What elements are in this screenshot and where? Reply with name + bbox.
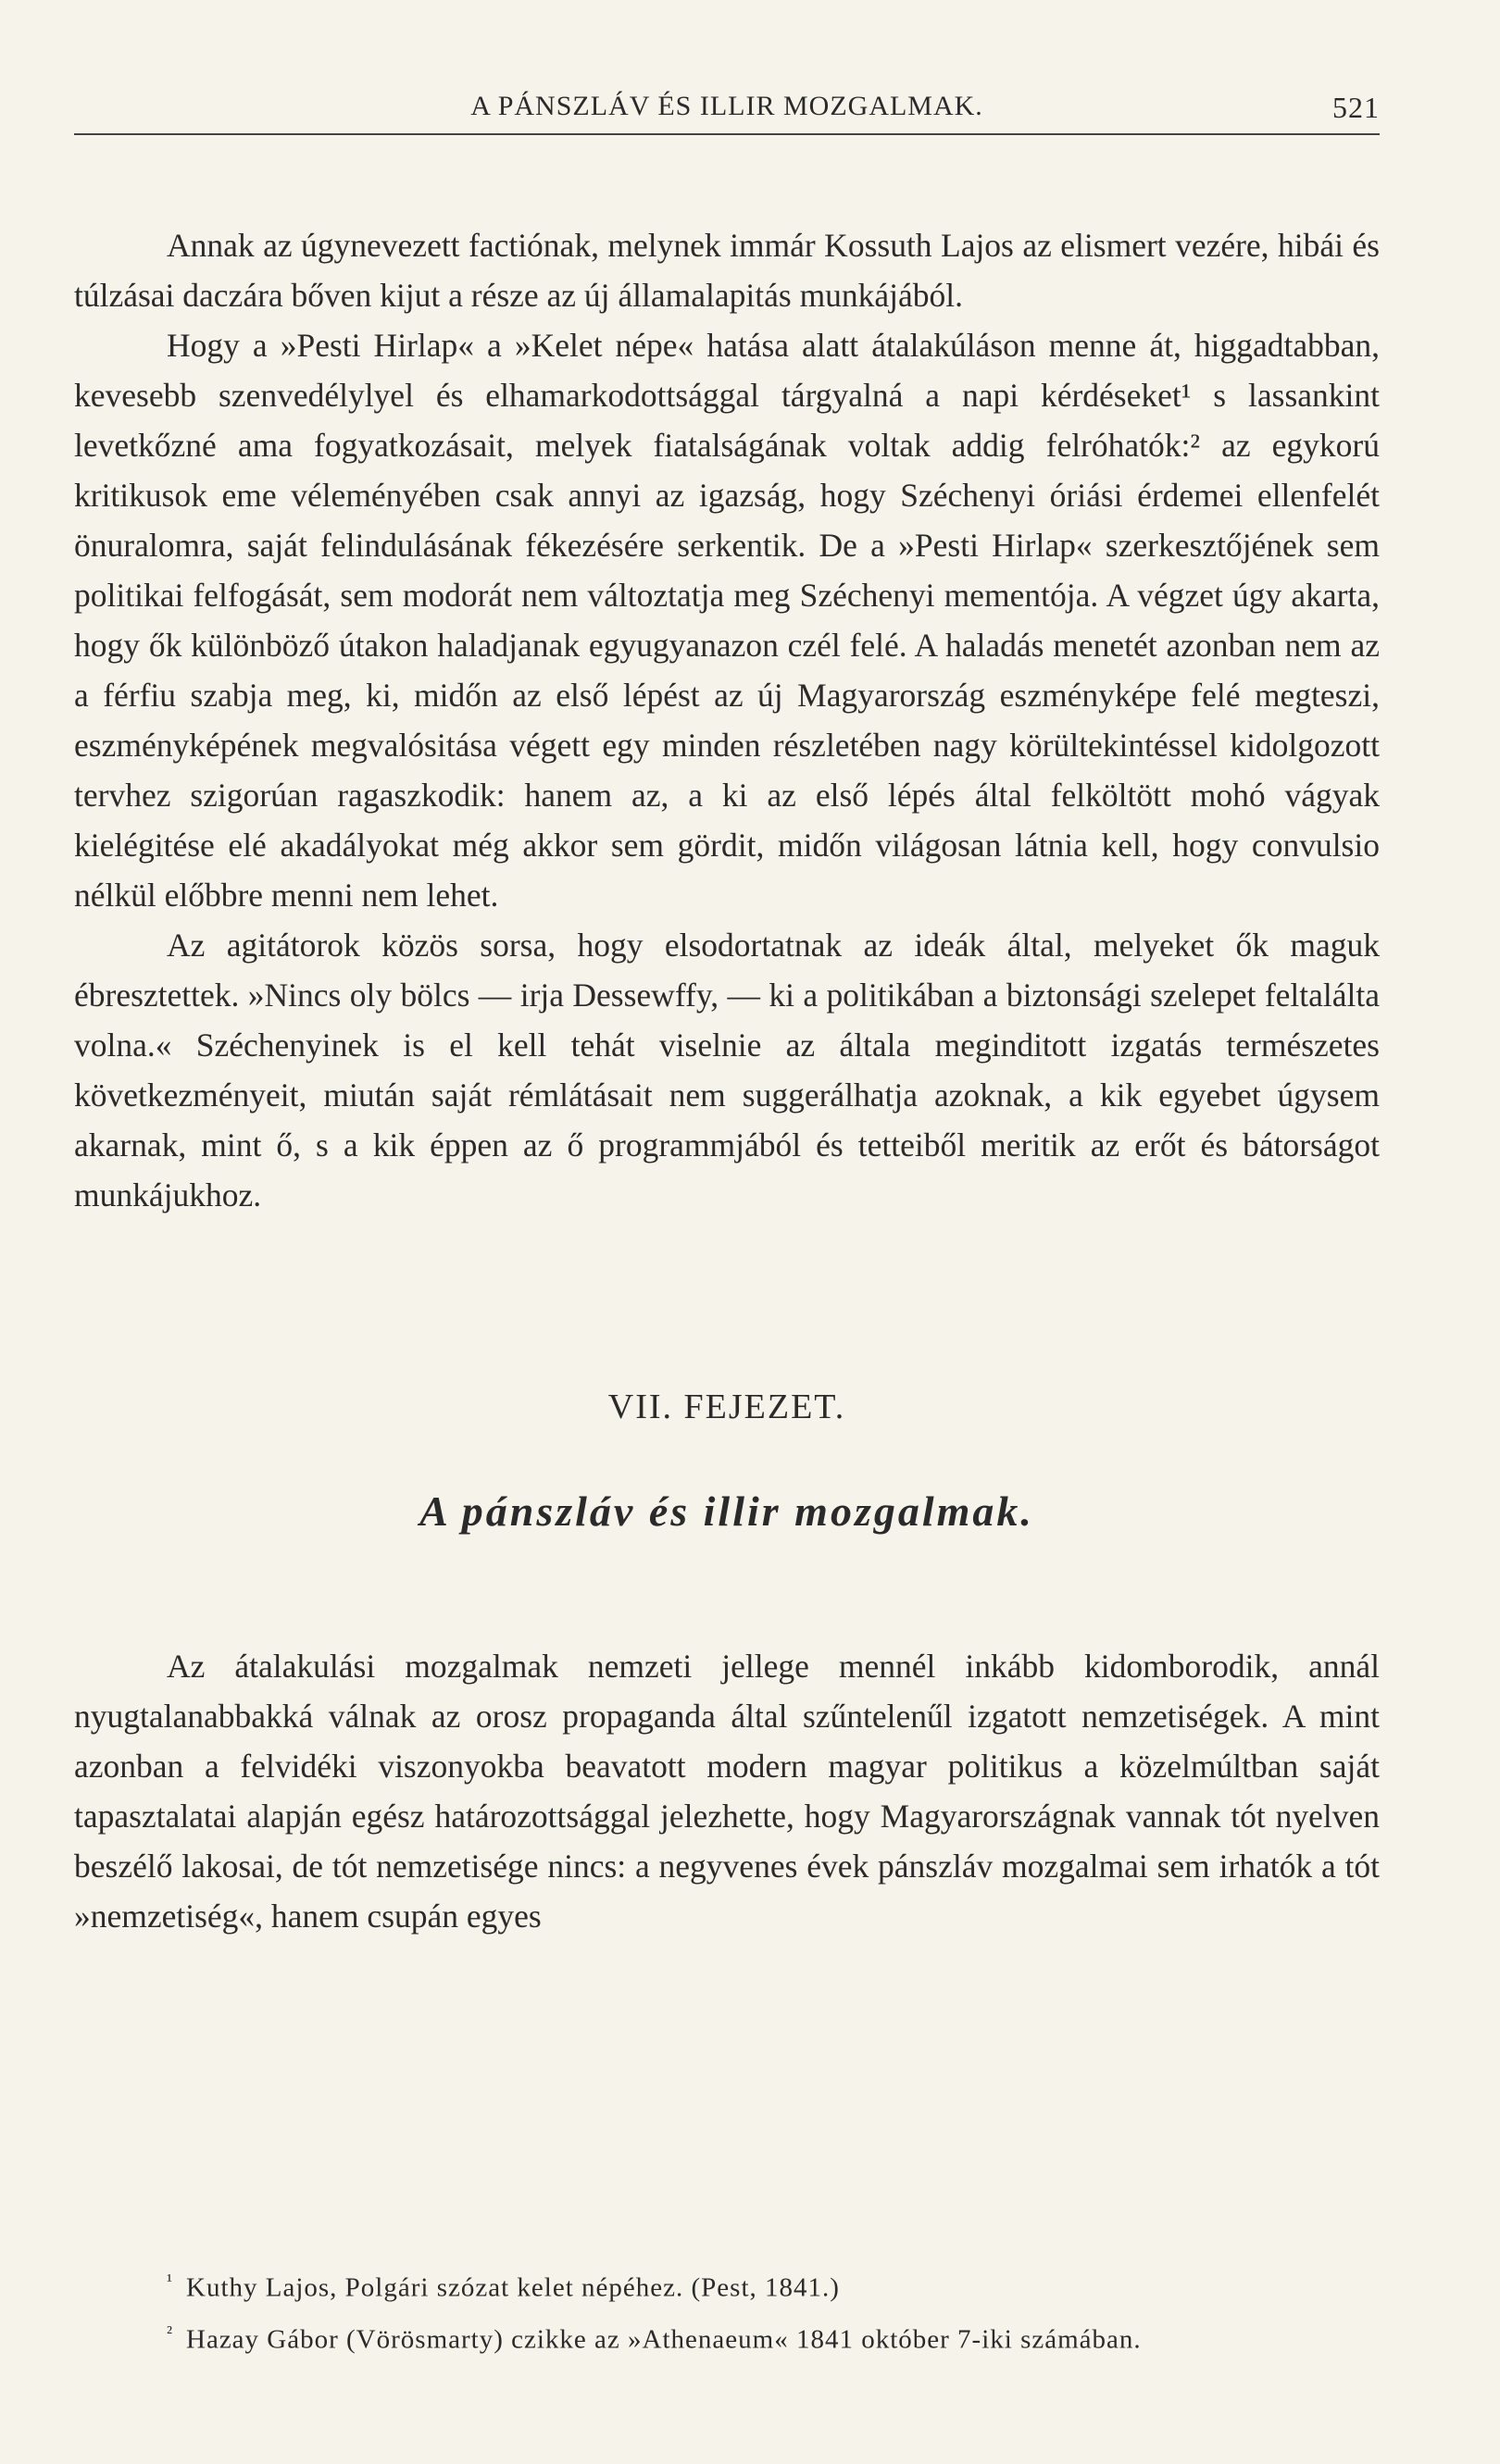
chapter-number: VII. FEJEZET. <box>607 1388 846 1426</box>
page <box>74 81 1380 1941</box>
footnote <box>167 2310 1380 2362</box>
body-text <box>74 220 1380 1220</box>
chapter-body <box>74 1641 1380 1941</box>
footnotes <box>74 2259 1380 2361</box>
page-number: 521 <box>1332 91 1380 124</box>
paragraph: Az agitátorok közös sorsa, hogy elsodortatnak az ideák által, melyeket ők maguk ébresztettek. »Nincs oly bölcs — irja Dessewffy, — ki a politikában a biztonsági szelepet feltalálta volna.« Széchenyinek is el kell tehát viselnie az általa meginditott izgatás természetes következményeit, miután saját rémlátásait nem suggerálhatja azoknak, a kik egyebet úgysem akarnak, mint ő, s a kik éppen az ő programmjából és tetteiből meritik az erőt és bátorságot munkájukhoz. <box>74 927 1380 1213</box>
paragraph: Hogy a »Pesti Hirlap« a »Kelet népe« hatása alatt átalakúláson menne át, higgadtabban, kevesebb szenvedélylyel és elhamarkodottsággal tárgyalná a napi kérdéseket¹ s lassankint levetkőzné ama fogyatkozásait, melyek fiatalságának voltak addig felróhatók:² az egykorú kritikusok eme véleményében csak annyi az igazság, hogy Széchenyi óriási érdemei ellenfelét önuralomra, saját felindulásának fékezésére serkentik. De a »Pesti Hirlap« szerkesztőjének sem politikai felfogását, sem modorát nem változtatja meg Széchenyi mementója. A végzet úgy akarta, hogy ők különböző útakon haladjanak egyugyanazon czél felé. A haladás menetét azonban nem az a férfiu szabja meg, ki, midőn az első lépést az új Magyarország eszményképe felé megteszi, eszményképének megvalósitása végett egy minden részletében nagy körültekintéssel kidolgozott tervhez szigorúan ragaszkodik: hanem az, a ki az első lépés által felköltött mohó vágyak kielégitése elé akadályokat még akkor sem gördit, midőn világosan látnia kell, hogy convulsio nélkül előbbre menni nem lehet. <box>74 327 1380 914</box>
chapter-title: A pánszláv és illir mozgalmak. <box>419 1487 1034 1535</box>
footnote <box>167 2259 1380 2310</box>
footnote-text: Hazay Gábor (Vörösmarty) czikke az »Athenaeum« 1841 október 7-iki számában. <box>186 2324 1142 2355</box>
running-head-title: A PÁNSZLÁV ÉS ILLIR MOZGALMAK. <box>470 91 983 121</box>
footnote-mark: ¹ <box>167 2271 173 2291</box>
paragraph: Az átalakulási mozgalmak nemzeti jellege mennél inkább kidomborodik, annál nyugtalanabbakká válnak az orosz propaganda által szűntelenűl izgatott nemzetiségek. A mint azonban a felvidéki viszonyokba beavatott modern magyar politikus a közelmúltban saját tapasztalatai alapján egész határozottsággal jelezhette, hogy Magyarországnak vannak tót nyelven beszélő lakosai, de tót nemzetisége nincs: a negyvenes évek pánszláv mozgalmai sem irhatók a tót »nemzetiség«, hanem csupán egyes <box>74 1648 1380 1935</box>
paragraph: Annak az úgynevezett factiónak, melynek immár Kossuth Lajos az elismert vezére, hibái és túlzásai daczára bőven kijut a része az új államalapitás munkájából. <box>74 227 1380 314</box>
footnote-mark: ² <box>167 2321 173 2343</box>
running-head <box>74 81 1380 135</box>
footnote-text: Kuthy Lajos, Polgári szózat kelet népéhez. (Pest, 1841.) <box>186 2272 840 2303</box>
